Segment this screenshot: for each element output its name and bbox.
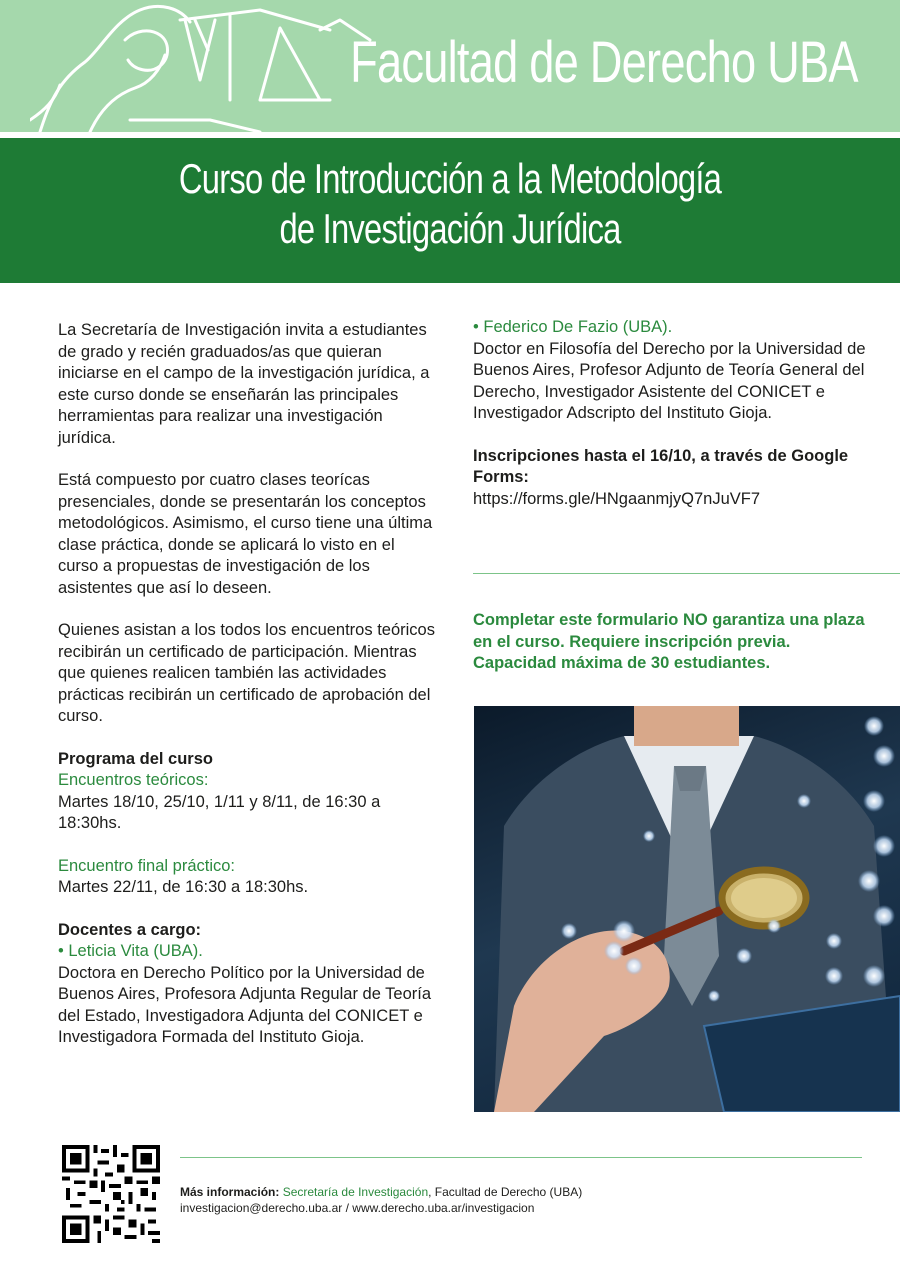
intro-paragraph-3: Quienes asistan a los todos los encuentros teóricos recibirán un certificado de participación. Mientras que quienes realicen también las actividades prácticas recibirán un certificado de aprobación del curso.	[58, 621, 435, 725]
registration-notice: Completar este formulario NO garantiza una plaza en el curso. Requiere inscripción previa. Capacidad máxima de 30 estudiantes.	[473, 611, 865, 672]
left-column	[58, 320, 438, 1049]
teacher-2-name: • Federico De Fazio (UBA).	[473, 318, 673, 336]
course-title-line1: Curso de Introducción a la Metodología	[178, 155, 722, 202]
practice-dates: Martes 22/11, de 16:30 a 18:30hs.	[58, 878, 309, 896]
faculty-suffix: , Facultad de Derecho (UBA)	[428, 1185, 583, 1199]
footer-line-1	[180, 1184, 582, 1200]
intro-paragraph-2: Está compuesto por cuatro clases teorícas presenciales, donde se presentarán los conceptos metodológicos. Asimismo, el curso tiene una última clase práctica, donde se aplicará lo visto en el curso a propuestas de investigación de los asistentes que así lo deseen.	[58, 471, 433, 597]
more-info-label: Más información:	[180, 1185, 280, 1199]
registration-heading: Inscripciones hasta el 16/10, a través de Google Forms:	[473, 446, 849, 486]
program-heading: Programa del curso	[58, 749, 213, 768]
header-band	[0, 0, 900, 132]
teacher-1-name: • Leticia Vita (UBA).	[58, 942, 203, 960]
practice-label: Encuentro final práctico:	[58, 856, 236, 875]
teacher-1-bio: Doctora en Derecho Político por la Universidad de Buenos Aires, Profesora Adjunta Regular de Teoría del Estado, Investigadora Adjunta del CONICET e Investigadora Formada del Instituto Gioja.	[58, 963, 432, 1046]
faculty-title: Facultad de Derecho UBA	[350, 30, 858, 95]
teachers-heading: Docentes a cargo:	[58, 920, 202, 939]
teacher-2-bio: Doctor en Filosofía del Derecho por la Universidad de Buenos Aires, Profesor Adjunto de Teoría General del Derecho, Investigador Asistente del CONICET e Investigador Adscripto del Instituto Gioja.	[473, 339, 866, 422]
registration-url[interactable]: https://forms.gle/HNgaanmjyQ7nJuVF7	[473, 489, 761, 508]
course-title	[0, 154, 900, 254]
footer-contact[interactable]: investigacion@derecho.uba.ar / www.derecho.uba.ar/investigacion	[180, 1201, 535, 1215]
qr-code-icon[interactable]	[62, 1145, 160, 1243]
right-divider	[473, 573, 900, 574]
notice-block	[473, 610, 873, 675]
footer-divider	[180, 1157, 862, 1158]
footer-info	[180, 1184, 582, 1216]
theory-dates: Martes 18/10, 25/10, 1/11 y 8/11, de 16:30 a 18:30hs.	[58, 792, 381, 832]
theory-label: Encuentros teóricos:	[58, 771, 209, 789]
magnifying-glass-photo	[474, 706, 900, 1112]
right-column	[473, 317, 873, 510]
secretaria-link[interactable]: Secretaría de Investigación	[282, 1185, 429, 1199]
photo-illustration	[474, 706, 900, 1112]
course-title-line2: de Investigación Jurídica	[279, 205, 621, 252]
intro-paragraph-1: La Secretaría de Investigación invita a estudiantes de grado y recién graduados/as que quieran iniciarse en el campo de la investigación jurídica, a este curso donde se enseñarán las principales herramientas para realizar una investigación jurídica.	[58, 321, 430, 447]
